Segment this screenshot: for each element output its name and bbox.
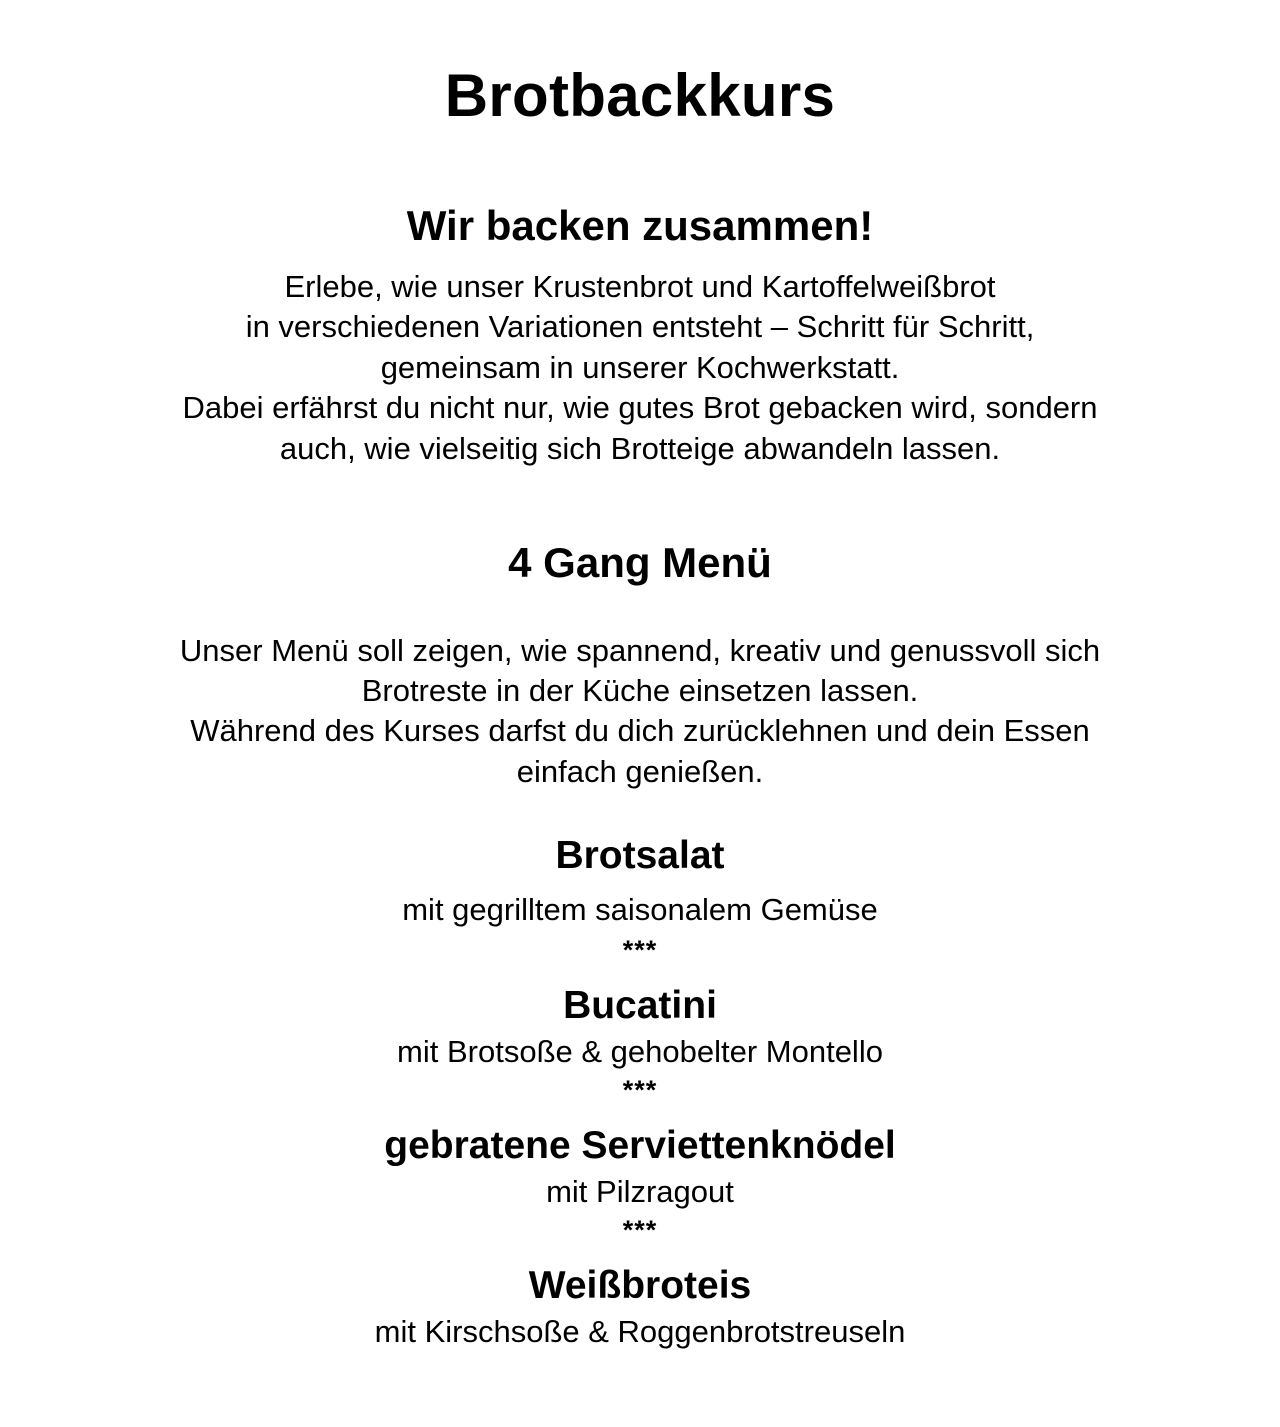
intro-heading: Wir backen zusammen! [406,202,874,249]
course-description: mit Kirschsoße & Roggenbrotstreuseln [374,1314,906,1349]
intro-line: Erlebe, wie unser Krustenbrot und Kartoffelweißbrot [284,269,996,304]
intro-line: in verschiedenen Variationen entsteht – Schritt für Schritt, [245,309,1035,344]
course-name: Brotsalat [555,834,725,877]
course-name: Bucatini [563,984,717,1027]
menu-heading: 4 Gang Menü [508,539,772,586]
page-title: Brotbackkurs [444,62,836,129]
course-description: mit Brotsoße & gehobelter Montello [397,1034,883,1069]
course-separator: *** [622,1075,658,1105]
menu-intro-line: Brotreste in der Küche einsetzen lassen. [361,673,919,708]
course-separator: *** [622,935,658,965]
menu-intro-line: Unser Menü soll zeigen, wie spannend, kreativ und genussvoll sich [179,633,1101,668]
intro-line: Dabei erfährst du nicht nur, wie gutes Brot gebacken wird, sondern [182,390,1098,425]
intro-line: auch, wie vielseitig sich Brotteige abwandeln lassen. [279,431,1001,466]
menu-intro-line: Während des Kurses darfst du dich zurücklehnen und dein Essen [190,713,1090,748]
course-description: mit gegrilltem saisonalem Gemüse [402,892,878,927]
intro-line: gemeinsam in unserer Kochwerkstatt. [380,350,900,385]
course-name: gebratene Serviettenknödel [384,1124,896,1167]
course-description: mit Pilzragout [546,1174,734,1209]
menu-intro-line: einfach genießen. [516,754,764,789]
course-name: Weißbroteis [528,1264,752,1307]
course-separator: *** [622,1215,658,1245]
